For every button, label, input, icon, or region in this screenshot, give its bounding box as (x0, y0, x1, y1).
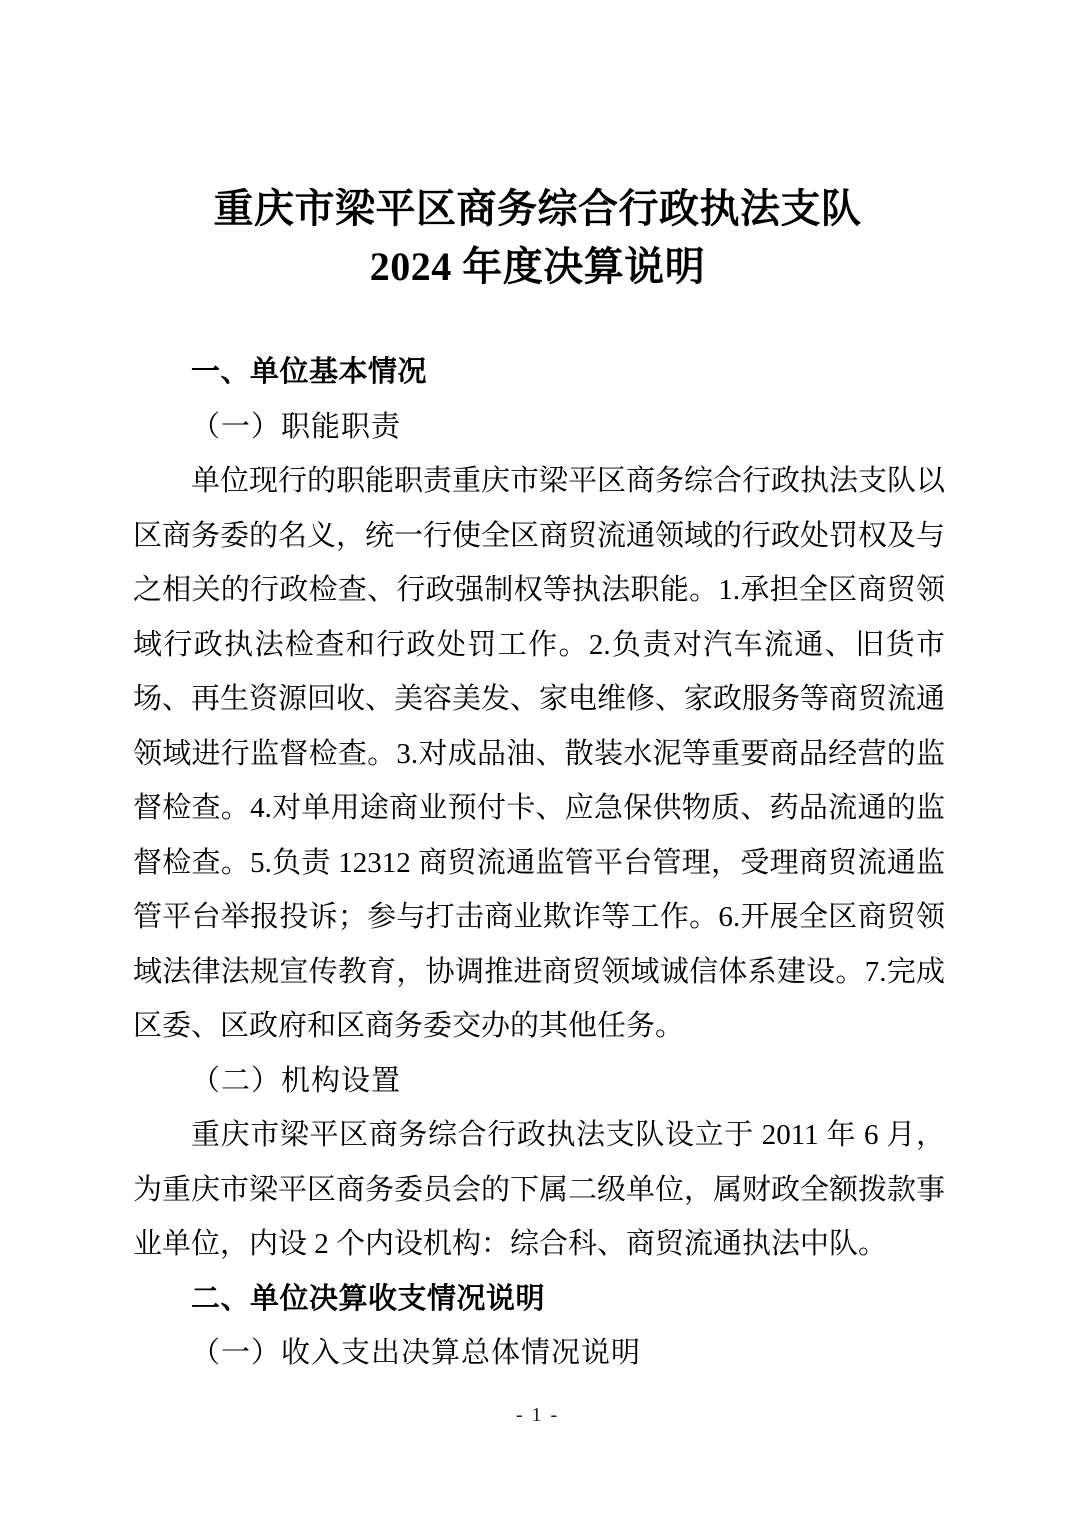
document-body (133, 345, 945, 1381)
subsection-heading-duties: （一）职能职责 (191, 410, 402, 443)
page-footer (0, 1402, 1075, 1428)
section-heading-budget-statement: 二、单位决算收支情况说明 (191, 1282, 546, 1315)
section-heading-basic-info: 一、单位基本情况 (191, 356, 428, 388)
document-title (0, 180, 1075, 296)
paragraph-organization: 重庆市梁平区商务综合行政执法支队设立于 2011 年 6 月，为重庆市梁平区商务委员会的下属二级单位，属财政全额拨款事业单位，内设 2 个内设机构：综合科、商贸流通执法中队。 (133, 1119, 946, 1260)
page-number: - 1 - (515, 1404, 560, 1426)
document-title-line1: 重庆市梁平区商务综合行政执法支队 (213, 186, 862, 231)
paragraph-duties: 单位现行的职能职责重庆市梁平区商务综合行政执法支队以区商务委的名义，统一行使全区商贸流通领域的行政处罚权及与之相关的行政检查、行政强制权等执法职能。1.承担全区商贸领域行政执法检查和行政处罚工作。2.负责对汽车流通、旧货市场、再生资源回收、美容美发、家电维修、家政服务等商贸流通领域进行监督检查。3.对成品油、散装水泥等重要商品经营的监督检查。4.对单用途商业预付卡、应急保供物质、药品流通的监督检查。5.负责 12312 商贸流通监管平台管理，受理商贸流通监管平台举报投诉；参与打击商业欺诈等工作。6.开展全区商贸领域法律法规宣传教育，协调推进商贸领域诚信体系建设。7.完成区委、区政府和区商务委交办的其他任务。 (133, 465, 946, 1042)
subsection-heading-organization: （二）机构设置 (191, 1064, 402, 1097)
document-title-line2: 2024 年度决算说明 (369, 244, 706, 289)
subsection-heading-income-expense-overview: （一）收入支出决算总体情况说明 (191, 1337, 642, 1369)
